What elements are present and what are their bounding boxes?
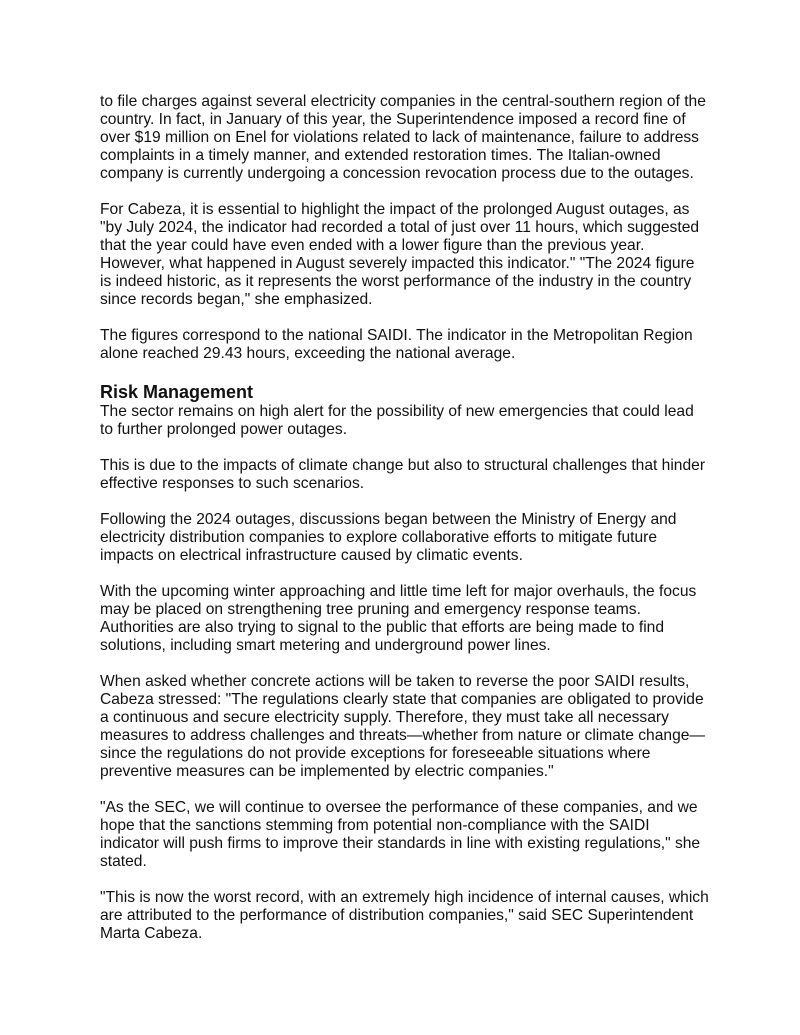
document-page [100,93,710,961]
paragraph-national-saidi: The figures correspond to the national SAIDI. The indicator in the Metropolitan Region alone reached 29.43 hours, exceeding the national average. [100,327,693,362]
paragraph-ministry-discussions: Following the 2024 outages, discussions began between the Ministry of Energy and electricity distribution companies to explore collaborative efforts to mitigate future impacts on electrical infrastructure caused by climatic events. [100,511,677,564]
paragraph-climate-change: This is due to the impacts of climate change but also to structural challenges that hinder effective responses to such scenarios. [100,457,706,492]
section-heading-risk-management: Risk Management [100,382,254,402]
paragraph-enel-fine: to file charges against several electricity companies in the central-southern region of the country. In fact, in January of this year, the Superintendence imposed a record fine of over $19 million on Enel for violations related to lack of maintenance, failure to address complaints in a timely manner, and extended restoration times. The Italian-owned company is currently undergoing a concession revocation process due to the outages. [100,93,706,182]
paragraph-sec-oversight: "As the SEC, we will continue to oversee the performance of these companies, and we hope that the sanctions stemming from potential non-compliance with the SAIDI indicator will push firms to improve their standards in line with existing regulations," she stated. [100,799,701,870]
paragraph-august-outages: For Cabeza, it is essential to highlight the impact of the prolonged August outages, as "by July 2024, the indicator had recorded a total of just over 11 hours, which suggested that the year could have even ended with a lower figure than the previous year. However, what happened in August severely impacted this indicator." "The 2024 figure is indeed historic, as it represents the worst performance of the industry in the country since records began," she emphasized. [100,201,700,308]
paragraph-worst-record: "This is now the worst record, with an extremely high incidence of internal causes, which are attributed to the performance of distribution companies," said SEC Superintendent Marta Cabeza. [100,889,709,942]
paragraph-concrete-actions: When asked whether concrete actions will be taken to reverse the poor SAIDI results, Cabeza stressed: "The regulations clearly state that companies are obligated to provide a continuous and secure electricity supply. Therefore, they must take all necessary measures to address challenges and threats—whether from nature or climate change—since the regulations do not provide exceptions for foreseeable situations where preventive measures can be implemented by electric companies." [100,673,706,780]
paragraph-winter-focus: With the upcoming winter approaching and little time left for major overhauls, the focus may be placed on strengthening tree pruning and emergency response teams. Authorities are also trying to signal to the public that efforts are being made to find solutions, including smart metering and underground power lines. [100,583,697,654]
paragraph-high-alert: The sector remains on high alert for the possibility of new emergencies that could lead to further prolonged power outages. [100,403,694,438]
